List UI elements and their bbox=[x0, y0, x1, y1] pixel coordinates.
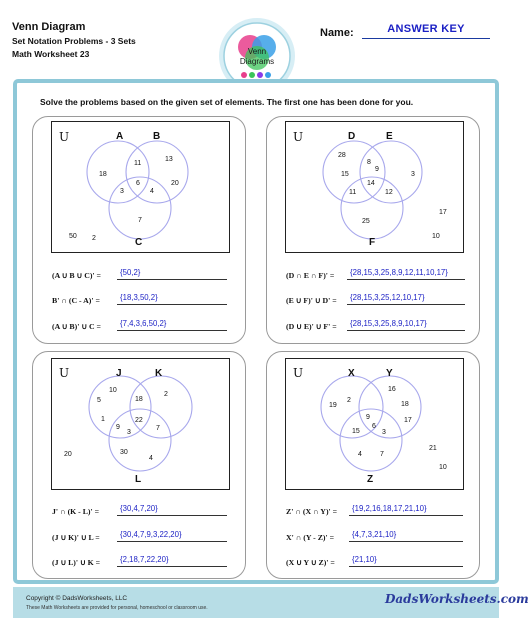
venn-number: 19 bbox=[329, 402, 337, 409]
venn-number: 9 bbox=[375, 166, 379, 173]
universal-set-symbol: U bbox=[293, 130, 304, 144]
set-label-a: A bbox=[116, 131, 124, 142]
answer-text: {28,15,3,25,8,9,10,17} bbox=[350, 319, 427, 328]
venn-number: 3 bbox=[120, 188, 124, 195]
answer-key-text: ANSWER KEY bbox=[387, 23, 465, 35]
set-label-y: Y bbox=[386, 368, 393, 379]
venn-number: 1 bbox=[101, 416, 105, 423]
logo-text-venn: Venn bbox=[247, 47, 267, 56]
set-label-z: Z bbox=[367, 474, 374, 485]
set-label-j: J bbox=[116, 368, 122, 379]
answer-text: {30,4,7,9,3,22,20} bbox=[120, 530, 182, 539]
set-label-x: X bbox=[348, 368, 355, 379]
venn-number: 10 bbox=[432, 233, 440, 240]
set-label-f: F bbox=[369, 237, 376, 248]
venn-number: 18 bbox=[401, 401, 409, 408]
universal-set-symbol: U bbox=[59, 366, 70, 380]
answer-line bbox=[349, 566, 463, 567]
copyright-text: Copyright © DadsWorksheets, LLC bbox=[26, 595, 128, 602]
venn-number: 6 bbox=[372, 423, 376, 430]
venn-number: 4 bbox=[150, 188, 154, 195]
venn-number: 25 bbox=[362, 218, 370, 225]
question-label: (D ∪ E)' ∪ F' = bbox=[286, 322, 337, 331]
venn-number: 10 bbox=[109, 387, 117, 394]
venn-number: 22 bbox=[135, 417, 143, 424]
venn-number: 3 bbox=[382, 429, 386, 436]
name-label: Name: bbox=[320, 27, 354, 39]
venn-number: 10 bbox=[439, 464, 447, 471]
logo-text-diagrams: Diagrams bbox=[239, 57, 275, 66]
venn-number: 20 bbox=[64, 451, 72, 458]
circle-z bbox=[340, 409, 402, 471]
set-label-k: K bbox=[155, 368, 163, 379]
venn-number: 13 bbox=[165, 156, 173, 163]
set-label-d: D bbox=[348, 131, 356, 142]
answer-line bbox=[349, 541, 463, 542]
universal-set-symbol: U bbox=[59, 130, 70, 144]
venn-number: 8 bbox=[367, 159, 371, 166]
venn-number: 9 bbox=[116, 424, 120, 431]
venn-number: 18 bbox=[99, 171, 107, 178]
answer-line bbox=[349, 515, 463, 516]
venn-number: 4 bbox=[358, 451, 362, 458]
set-label-b: B bbox=[153, 131, 161, 142]
question-label: X' ∩ (Y - Z)' = bbox=[286, 533, 335, 542]
answer-text: {19,2,16,18,17,21,10} bbox=[352, 504, 427, 513]
question-label: (A ∪ B)' ∪ C = bbox=[52, 322, 101, 331]
question-label: (J ∪ K)' ∪ L = bbox=[52, 533, 100, 542]
venn-number: 20 bbox=[171, 180, 179, 187]
venn-number: 50 bbox=[69, 233, 77, 240]
question-label: (J ∪ L)' ∪ K = bbox=[52, 558, 101, 567]
venn-number: 3 bbox=[127, 429, 131, 436]
question-label: J' ∩ (K - L)' = bbox=[52, 507, 100, 516]
venn-number: 16 bbox=[388, 386, 396, 393]
universal-set-symbol: U bbox=[293, 366, 304, 380]
venn-number: 2 bbox=[347, 397, 351, 404]
worksheet-subtitle: Set Notation Problems - 3 Sets bbox=[12, 36, 136, 46]
answer-text: {7,4,3,6,50,2} bbox=[120, 319, 167, 328]
venn-number: 21 bbox=[429, 445, 437, 452]
answer-text: {21,10} bbox=[352, 555, 377, 564]
worksheet-number: Math Worksheet 23 bbox=[12, 49, 90, 59]
venn-number: 11 bbox=[134, 160, 142, 167]
answer-text: {28,15,3,25,8,9,12,11,10,17} bbox=[350, 268, 448, 277]
question-label: (A ∪ B ∪ C)' = bbox=[52, 271, 101, 280]
venn-number: 6 bbox=[136, 180, 140, 187]
answer-text: {2,18,7,22,20} bbox=[120, 555, 169, 564]
set-label-c: C bbox=[135, 237, 143, 248]
answer-text: {28,15,3,25,12,10,17} bbox=[350, 293, 425, 302]
venn-number: 11 bbox=[349, 189, 357, 196]
question-label: (X ∪ Y ∪ Z)' = bbox=[286, 558, 335, 567]
instructions: Solve the problems based on the given set of elements. The first one has been done for you. bbox=[40, 97, 414, 107]
venn-number: 5 bbox=[97, 397, 101, 404]
question-label: (E ∪ F)' ∪ D' = bbox=[286, 296, 337, 305]
venn-number: 7 bbox=[156, 425, 160, 432]
venn-number: 12 bbox=[385, 189, 393, 196]
question-label: (D ∩ E ∩ F)' = bbox=[286, 271, 335, 280]
venn-number: 30 bbox=[120, 449, 128, 456]
venn-number: 7 bbox=[380, 451, 384, 458]
venn-number: 28 bbox=[338, 152, 346, 159]
venn-number: 2 bbox=[164, 391, 168, 398]
set-label-l: L bbox=[135, 474, 142, 485]
venn-number: 2 bbox=[92, 235, 96, 242]
venn-number: 17 bbox=[439, 209, 447, 216]
answer-text: {4,7,3,21,10} bbox=[352, 530, 397, 539]
venn-number: 3 bbox=[411, 171, 415, 178]
answer-text: {30,4,7,20} bbox=[120, 504, 158, 513]
venn-number: 4 bbox=[149, 455, 153, 462]
venn-number: 7 bbox=[138, 217, 142, 224]
dadsworksheets-logo[interactable]: DadsWorksheets.com bbox=[385, 592, 529, 606]
venn-number: 17 bbox=[404, 417, 412, 424]
license-text: These Math Worksheets are provided for personal, homeschool or classroom use. bbox=[26, 605, 208, 611]
question-label: Z' ∩ (X ∩ Y)' = bbox=[286, 507, 338, 516]
venn-number: 9 bbox=[366, 414, 370, 421]
answer-text: {18,3,50,2} bbox=[120, 293, 158, 302]
set-label-e: E bbox=[386, 131, 393, 142]
venn-number: 14 bbox=[367, 180, 375, 187]
worksheet-title: Venn Diagram bbox=[12, 21, 86, 33]
venn-number: 15 bbox=[341, 171, 349, 178]
venn-number: 18 bbox=[135, 396, 143, 403]
venn-number: 15 bbox=[352, 428, 360, 435]
question-label: B' ∩ (C - A)' = bbox=[52, 296, 100, 305]
answer-text: {50,2} bbox=[120, 268, 141, 277]
